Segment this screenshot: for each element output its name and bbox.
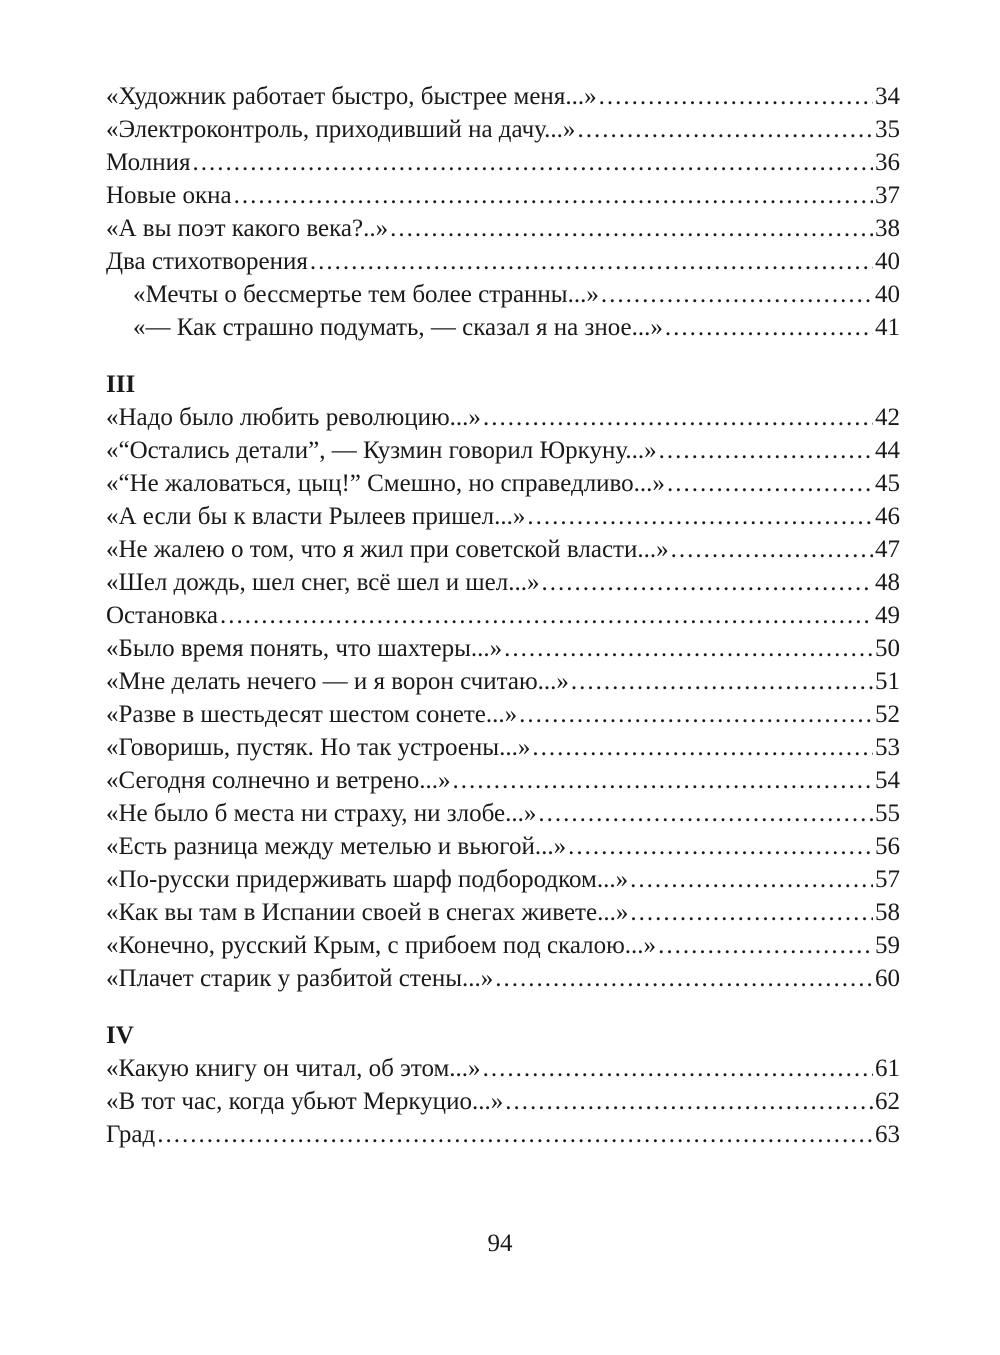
- dot-leader: [630, 896, 873, 929]
- entry-page-number: 47: [875, 536, 900, 563]
- entry-page-number: 56: [875, 833, 900, 860]
- toc-entry: [106, 830, 900, 863]
- page-number: 94: [487, 1230, 513, 1257]
- toc-entry: [106, 896, 900, 929]
- toc-entry: [106, 500, 900, 533]
- entry-title: «Электроконтроль, приходивший на дачу...»: [106, 116, 576, 143]
- entry-title: Новые окна: [106, 182, 232, 209]
- entry-page-number: 60: [875, 965, 900, 992]
- dot-leader: [310, 245, 873, 278]
- dot-leader: [658, 929, 873, 962]
- toc-entry: [106, 533, 900, 566]
- entry-page-number: 49: [875, 602, 900, 629]
- toc-entry: [106, 245, 900, 278]
- entry-title: «Надо было любить революцию...»: [106, 404, 481, 431]
- entry-title: «В тот час, когда убьют Меркуцио...»: [106, 1088, 504, 1115]
- toc-entry: [106, 278, 900, 311]
- dot-leader: [571, 665, 873, 698]
- entry-title: «Мечты о бессмертье тем более странны...»: [133, 281, 599, 308]
- entry-title: «Не жалею о том, что я жил при советской власти...»: [106, 536, 669, 563]
- dot-leader: [483, 401, 873, 434]
- dot-leader: [601, 278, 873, 311]
- dot-leader: [220, 599, 873, 632]
- toc-entry: [106, 467, 900, 500]
- toc-entry: [106, 434, 900, 467]
- entry-title: «Не было б места ни страху, ни злобе...»: [106, 800, 537, 827]
- entry-title: Два стихотворения: [106, 248, 308, 275]
- dot-leader: [577, 113, 873, 146]
- entry-page-number: 54: [875, 767, 900, 794]
- entry-title: «Плачет старик у разбитой стены...»: [106, 965, 494, 992]
- entry-title: «— Как страшно подумать, — сказал я на зное...»: [133, 314, 663, 341]
- entry-title: «А если бы к власти Рылеев пришел...»: [106, 503, 526, 530]
- dot-leader: [519, 698, 873, 731]
- dot-leader: [390, 212, 873, 245]
- entry-page-number: 52: [875, 701, 900, 728]
- toc-entry: [106, 1118, 900, 1151]
- dot-leader: [234, 179, 873, 212]
- toc-entry: [106, 698, 900, 731]
- entry-page-number: 62: [875, 1088, 900, 1115]
- dot-leader: [504, 632, 873, 665]
- dot-leader: [541, 566, 873, 599]
- entry-page-number: 55: [875, 800, 900, 827]
- toc-section: [106, 1019, 900, 1151]
- entry-page-number: 40: [875, 281, 900, 308]
- dot-leader: [667, 467, 873, 500]
- dot-leader: [483, 1052, 873, 1085]
- entry-title: «По-русски придерживать шарф подбородком...»: [106, 866, 629, 893]
- dot-leader: [538, 797, 873, 830]
- entry-title: «Шел дождь, шел снег, всё шел и шел...»: [106, 569, 540, 596]
- toc-entry: [106, 212, 900, 245]
- entry-page-number: 61: [875, 1055, 900, 1082]
- toc-entry: [106, 1052, 900, 1085]
- entry-page-number: 40: [875, 248, 900, 275]
- dot-leader: [193, 146, 873, 179]
- entry-title: «А вы поэт какого века?..»: [106, 215, 389, 242]
- entry-title: «Как вы там в Испании своей в снегах живете...»: [106, 899, 629, 926]
- toc-entry: [106, 113, 900, 146]
- toc-entry: [106, 566, 900, 599]
- toc-entry: [106, 863, 900, 896]
- entry-page-number: 34: [875, 83, 900, 110]
- entry-title: «Говоришь, пустяк. Но так устроены...»: [106, 734, 531, 761]
- entry-title: «Какую книгу он читал, об этом...»: [106, 1055, 481, 1082]
- toc-entry: [106, 599, 900, 632]
- entry-page-number: 42: [875, 404, 900, 431]
- entry-title: «Разве в шестьдесят шестом сонете...»: [106, 701, 518, 728]
- toc-entry: [106, 797, 900, 830]
- toc-entry: [106, 311, 900, 344]
- entry-page-number: 58: [875, 899, 900, 926]
- section-heading: IV: [106, 1022, 134, 1049]
- dot-leader: [452, 764, 873, 797]
- toc-entry: [106, 80, 900, 113]
- dot-leader: [568, 830, 873, 863]
- dot-leader: [659, 434, 873, 467]
- toc-entry: [106, 179, 900, 212]
- entry-page-number: 38: [875, 215, 900, 242]
- toc-entry: [106, 962, 900, 995]
- dot-leader: [599, 80, 873, 113]
- entry-page-number: 48: [875, 569, 900, 596]
- toc-entry: [106, 731, 900, 764]
- entry-title: «Сегодня солнечно и ветрено...»: [106, 767, 451, 794]
- toc-section: [106, 368, 900, 995]
- entry-page-number: 59: [875, 932, 900, 959]
- dot-leader: [665, 311, 873, 344]
- toc-entry: [106, 929, 900, 962]
- entry-page-number: 57: [875, 866, 900, 893]
- entry-title: «Мне делать нечего — и я ворон считаю...»: [106, 668, 569, 695]
- toc-entry: [106, 632, 900, 665]
- toc-entry: [106, 665, 900, 698]
- entry-page-number: 35: [875, 116, 900, 143]
- dot-leader: [630, 863, 873, 896]
- entry-title: Остановка: [106, 602, 219, 629]
- entry-page-number: 53: [875, 734, 900, 761]
- entry-title: Град: [106, 1121, 156, 1148]
- entry-title: «Есть разница между метелью и вьюгой...»: [106, 833, 567, 860]
- entry-title: «“Остались детали”, — Кузмин говорил Юркуну...»: [106, 437, 657, 464]
- table-of-contents: [106, 80, 900, 1151]
- dot-leader: [157, 1118, 873, 1151]
- entry-title: «“Не жаловаться, цыц!” Смешно, но справедливо...»: [106, 470, 665, 497]
- toc-entry: [106, 1085, 900, 1118]
- toc-entry: [106, 764, 900, 797]
- entry-page-number: 51: [875, 668, 900, 695]
- entry-page-number: 37: [875, 182, 900, 209]
- dot-leader: [527, 500, 873, 533]
- entry-page-number: 44: [875, 437, 900, 464]
- dot-leader: [495, 962, 873, 995]
- entry-page-number: 46: [875, 503, 900, 530]
- entry-page-number: 36: [875, 149, 900, 176]
- entry-page-number: 41: [875, 314, 900, 341]
- entry-title: «Конечно, русский Крым, с прибоем под скалою...»: [106, 932, 657, 959]
- entry-title: «Художник работает быстро, быстрее меня...»: [106, 83, 597, 110]
- toc-section: [106, 80, 900, 344]
- dot-leader: [671, 533, 873, 566]
- toc-entry: [106, 401, 900, 434]
- toc-entry: [106, 146, 900, 179]
- entry-title: «Было время понять, что шахтеры...»: [106, 635, 503, 662]
- entry-page-number: 50: [875, 635, 900, 662]
- dot-leader: [532, 731, 873, 764]
- entry-title: Молния: [106, 149, 191, 176]
- dot-leader: [505, 1085, 873, 1118]
- section-heading: III: [106, 371, 136, 398]
- entry-page-number: 63: [875, 1121, 900, 1148]
- entry-page-number: 45: [875, 470, 900, 497]
